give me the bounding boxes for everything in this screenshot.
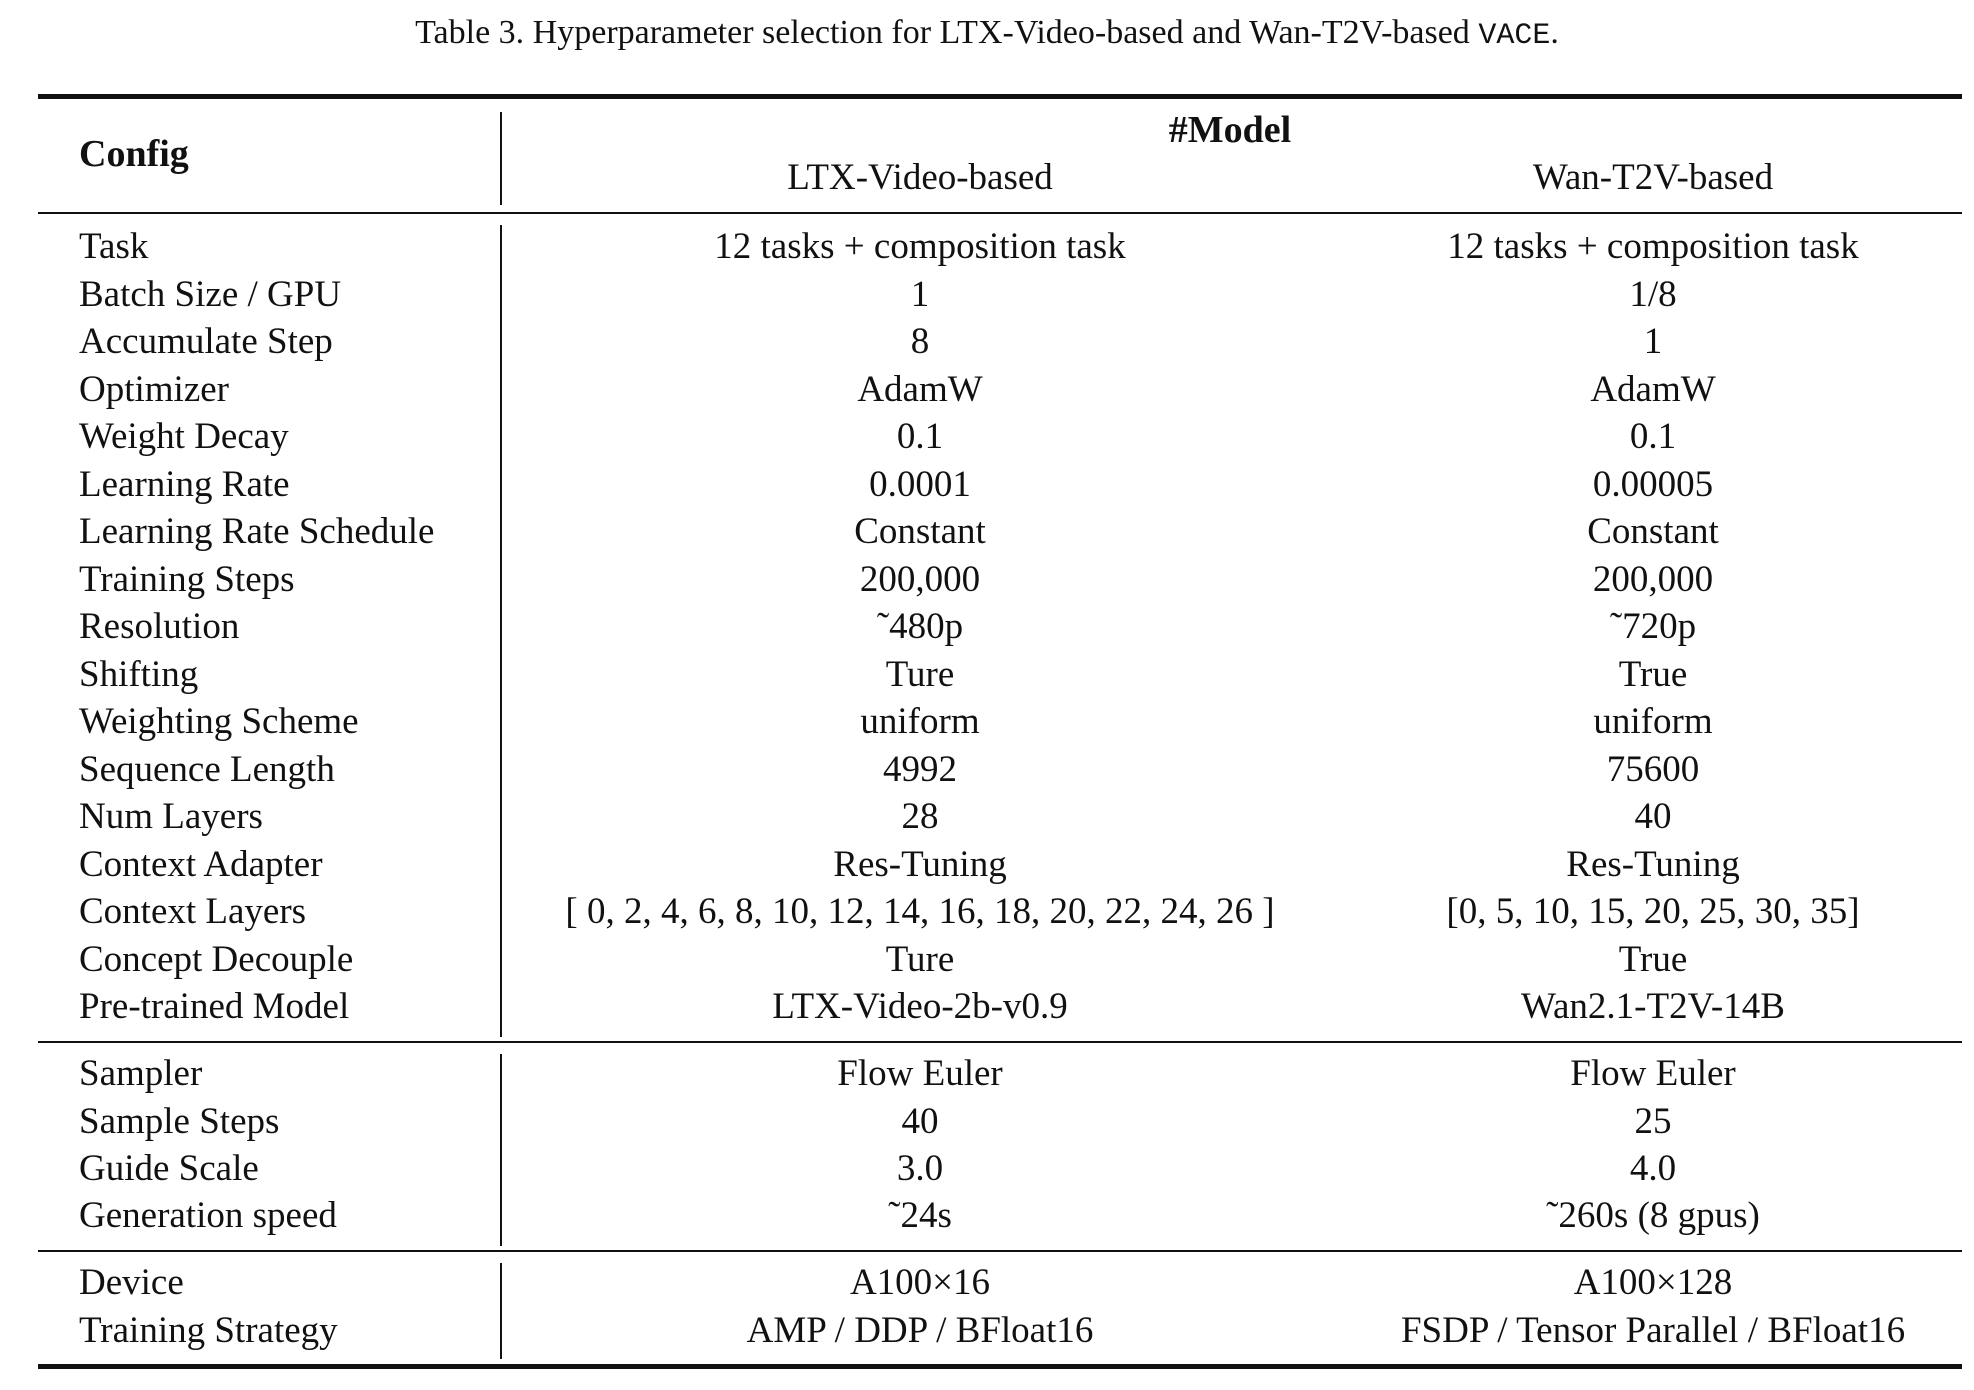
table-row (0, 1259, 1974, 1307)
table-row (0, 603, 1974, 651)
cell-ltx: 4992 (883, 748, 957, 790)
table-row (0, 1050, 1974, 1098)
row-label: Training Strategy (79, 1310, 338, 1351)
cell-wan: 12 tasks + composition task (1447, 226, 1859, 267)
row-label: Training Steps (79, 558, 295, 600)
row-label: Optimizer (79, 368, 230, 410)
cell-wan: ˜260s (8 gpus) (1546, 1195, 1760, 1236)
cell-wan: True (1618, 653, 1688, 695)
cell-ltx: [ 0, 2, 4, 6, 8, 10, 12, 14, 16, 18, 20, 22, 24, 26 ] (565, 891, 1275, 932)
row-label: Shifting (79, 653, 199, 695)
cell-wan: Wan2.1-T2V-14B (1521, 986, 1785, 1027)
cell-ltx: AMP / DDP / BFloat16 (746, 1310, 1094, 1351)
cell-ltx: 0.0001 (869, 463, 971, 505)
header-model-group: #Model (1168, 109, 1292, 151)
row-label: Device (79, 1262, 184, 1303)
cell-ltx: 8 (910, 321, 930, 362)
cell-wan: Constant (1587, 511, 1719, 552)
cell-wan: 1/8 (1629, 273, 1677, 315)
cell-wan: [0, 5, 10, 15, 20, 25, 30, 35] (1446, 891, 1860, 932)
table-row (0, 1192, 1974, 1240)
group1-rule (38, 1041, 1962, 1043)
row-label: Context Adapter (79, 843, 323, 885)
row-label: Guide Scale (79, 1148, 259, 1189)
cell-wan: ˜720p (1609, 606, 1697, 647)
cell-ltx: 40 (901, 1101, 939, 1142)
table-row (0, 271, 1974, 319)
cell-ltx: 12 tasks + composition task (714, 226, 1126, 267)
row-label: Context Layers (79, 891, 307, 932)
row-label: Weight Decay (79, 416, 289, 457)
header-divider (500, 112, 502, 205)
cell-wan: Flow Euler (1570, 1053, 1736, 1094)
row-label: Generation speed (79, 1195, 337, 1236)
cell-ltx: Res-Tuning (833, 843, 1007, 885)
caption-vace: VACE (1478, 19, 1551, 53)
cell-ltx: Flow Euler (837, 1053, 1003, 1094)
table-row (0, 841, 1974, 889)
cell-wan: 40 (1634, 796, 1672, 837)
table-row (0, 746, 1974, 794)
row-label: Learning Rate (79, 463, 290, 505)
cell-wan: 200,000 (1592, 558, 1714, 600)
cell-ltx: 1 (910, 273, 930, 315)
cell-wan: AdamW (1590, 368, 1716, 410)
row-label: Resolution (79, 606, 240, 647)
bottom-rule (38, 1364, 1962, 1369)
table-row (0, 888, 1974, 936)
cell-wan: 75600 (1606, 748, 1700, 790)
cell-ltx: 3.0 (896, 1148, 944, 1189)
table-row (0, 983, 1974, 1031)
row-label: Sequence Length (79, 748, 335, 790)
table-row (0, 698, 1974, 746)
cell-ltx: ˜480p (876, 606, 964, 647)
cell-ltx: ˜24s (888, 1195, 952, 1236)
table-row (0, 556, 1974, 604)
table-row (0, 413, 1974, 461)
row-label: Sampler (79, 1053, 203, 1094)
table-row (0, 1307, 1974, 1355)
cell-ltx: A100×16 (849, 1262, 991, 1303)
table-row (0, 223, 1974, 271)
cell-wan: Res-Tuning (1566, 843, 1740, 885)
cell-ltx: Constant (854, 511, 986, 552)
cell-ltx: Ture (885, 653, 955, 695)
row-label: Pre-trained Model (79, 986, 350, 1027)
cell-wan: uniform (1593, 701, 1713, 742)
table-row (0, 1145, 1974, 1193)
table-row (0, 651, 1974, 699)
table-row (0, 936, 1974, 984)
cell-ltx: AdamW (857, 368, 983, 410)
row-label: Concept Decouple (79, 938, 354, 980)
table-row (0, 461, 1974, 509)
cell-ltx: 28 (901, 796, 939, 837)
table-caption (0, 10, 1974, 59)
cell-ltx: 200,000 (859, 558, 981, 600)
cell-wan: 0.1 (1629, 416, 1677, 457)
top-rule (38, 94, 1962, 99)
row-label: Weighting Scheme (79, 701, 359, 742)
header-rule (38, 212, 1962, 214)
row-label: Learning Rate Schedule (79, 511, 435, 552)
table-row (0, 508, 1974, 556)
cell-wan: 1 (1643, 321, 1663, 362)
cell-wan: 25 (1634, 1101, 1672, 1142)
row-label: Batch Size / GPU (79, 273, 342, 315)
table-row (0, 1098, 1974, 1146)
table-row (0, 793, 1974, 841)
group2-rule (38, 1250, 1962, 1252)
cell-ltx: Ture (885, 938, 955, 980)
header-ltx-video: LTX-Video-based (787, 157, 1053, 198)
table-row (0, 318, 1974, 366)
cell-wan: 4.0 (1629, 1148, 1677, 1189)
row-label: Accumulate Step (79, 321, 333, 362)
row-label: Task (79, 226, 149, 267)
cell-wan: FSDP / Tensor Parallel / BFloat16 (1400, 1310, 1906, 1351)
header-config: Config (79, 133, 189, 175)
cell-ltx: LTX-Video-2b-v0.9 (772, 986, 1068, 1027)
cell-ltx: uniform (860, 701, 980, 742)
caption-text: Table 3. Hyperparameter selection for LTX-Video-based and Wan-T2V-based (415, 14, 1479, 51)
cell-wan: A100×128 (1573, 1262, 1733, 1303)
table-row (0, 366, 1974, 414)
cell-wan: 0.00005 (1592, 463, 1714, 505)
row-label: Sample Steps (79, 1101, 280, 1142)
cell-wan: True (1618, 938, 1688, 980)
caption-period: . (1550, 14, 1559, 51)
cell-ltx: 0.1 (896, 416, 944, 457)
header-wan-t2v: Wan-T2V-based (1532, 157, 1774, 198)
row-label: Num Layers (79, 796, 263, 837)
